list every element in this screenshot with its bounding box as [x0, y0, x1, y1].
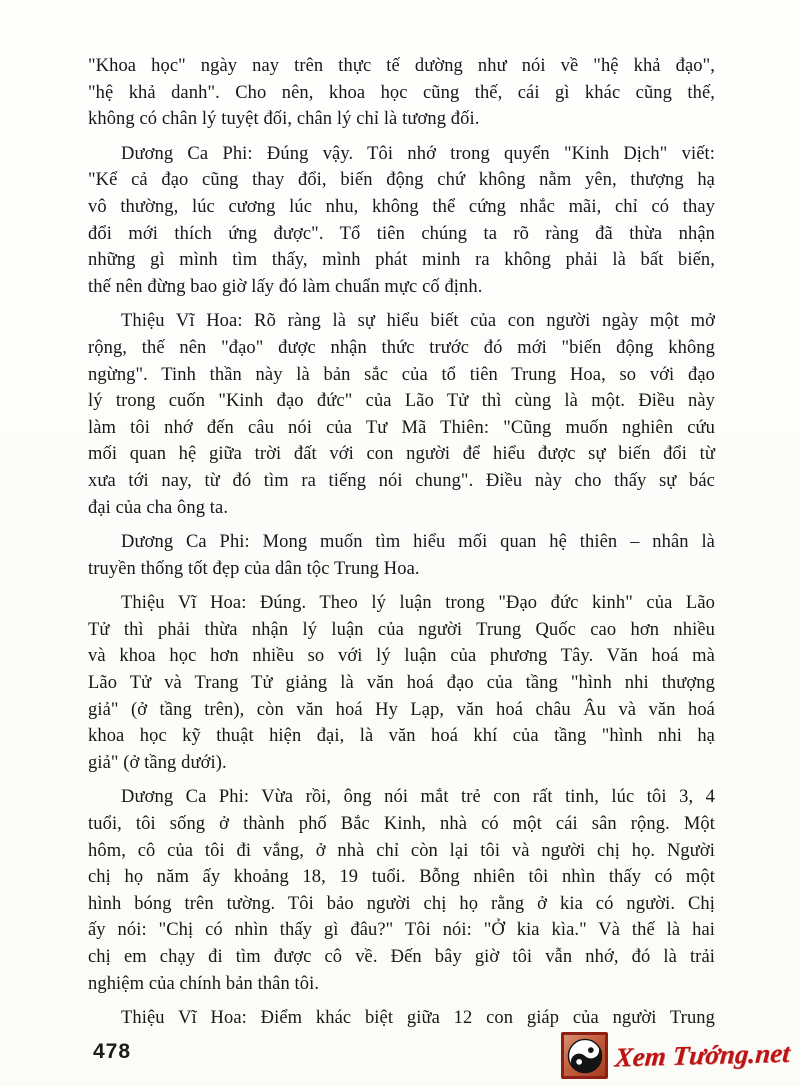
paragraph-1: "Khoa học" ngày nay trên thực tế dường như nói về "hệ khả đạo", "hệ khả danh". Cho nên, khoa học cũng thế, cái gì khác cũng thế, không có chân lý tuyệt đối, chân lý chỉ là tương đối. [88, 56, 715, 130]
yin-yang-icon [561, 1032, 608, 1079]
paragraph-6: Dương Ca Phi: Vừa rồi, ông nói mắt trẻ con rất tinh, lúc tôi 3, 4 tuổi, tôi sống ở thành phố Bắc Kinh, nhà có một cái sân rộng. Một hôm, cô của tôi đi vắng, ở nhà chỉ còn lại tôi và người chị họ. Người chị họ năm ấy khoảng 18, 19 tuổi. Bỗng nhiên tôi nhìn thấy có một hình bóng trên tường. Tôi bảo người chị họ rằng ở kia có người. Chị ấy nói: "Chị có nhìn thấy gì đâu?" Tôi nói: "Ở kia kìa." Và thế là hai chị em chạy đi tìm được cô về. Đến bây giờ tôi vẫn nhớ, đó là trải nghiệm của chính bản thân tôi. [88, 787, 715, 994]
paragraph-5: Thiệu Vĩ Hoa: Đúng. Theo lý luận trong "Đạo đức kinh" của Lão Tử thì phải thừa nhận lý luận của người Trung Quốc cao hơn nhiều và khoa học hơn nhiều so với lý luận của phương Tây. Văn hoá mà Lão Tử và Trang Tử giảng là văn hoá đạo của tầng "hình nhi thượng giả" (ở tầng trên), còn văn hoá Hy Lạp, văn hoá châu Âu và văn hoá khoa học kỹ thuật hiện đại, là văn hoá khí của tầng "hình nhi hạ giả" (ở tầng dưới). [88, 593, 715, 773]
paragraph-7: Thiệu Vĩ Hoa: Điểm khác biệt giữa 12 con giáp của người Trung [121, 1008, 715, 1029]
paragraph-2: Dương Ca Phi: Đúng vậy. Tôi nhớ trong quyển "Kinh Dịch" viết: "Kể cả đạo cũng thay đổi, biến động chứ không nằm yên, thượng hạ vô thường, lúc cương lúc nhu, không thể cứng nhắc mãi, chỉ có thay đổi mới thích ứng được". Tổ tiên chúng ta rõ ràng đã thừa nhận những gì mình tìm thấy, mình phát minh ra không phải là bất biến, thế nên đừng bao giờ lấy đó làm chuẩn mực cố định. [88, 143, 715, 297]
paragraph-4: Dương Ca Phi: Mong muốn tìm hiểu mối quan hệ thiên – nhân là truyền thống tốt đẹp của dân tộc Trung Hoa. [88, 532, 715, 579]
page-number: 478 [93, 1040, 132, 1063]
paragraph-3: Thiệu Vĩ Hoa: Rõ ràng là sự hiểu biết của con người ngày một mở rộng, thế nên "đạo" được nhận thức trước đó mới "biến động không ngừng". Tinh thần này là bản sắc của tổ tiên Trung Hoa, so với đạo lý trong cuốn "Kinh đạo đức" của Lão Tử thì cùng là một. Điều này làm tôi nhớ đến câu nói của Tư Mã Thiên: "Cũng muốn nghiên cứu mối quan hệ giữa trời đất với con người để hiểu được sự biến đổi từ xưa tới nay, từ đó tìm ra tiếng nói chung". Điều này cho thấy sự bác đại của cha ông ta. [88, 311, 715, 518]
page-footer [0, 1030, 800, 1086]
watermark [561, 1032, 796, 1079]
page-text [88, 53, 715, 1040]
watermark-text: Xem Tướng.net [613, 1037, 792, 1073]
